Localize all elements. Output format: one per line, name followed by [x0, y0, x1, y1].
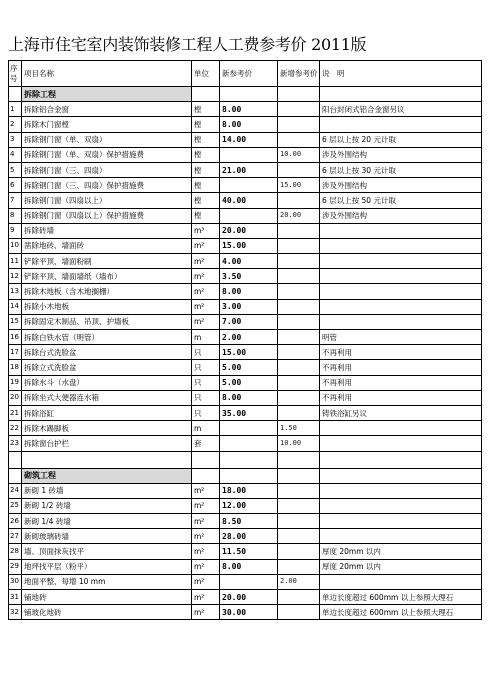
row-note: [320, 421, 482, 436]
row-new-price: [220, 208, 278, 223]
row-note: 明管: [320, 330, 482, 345]
row-unit: 只: [192, 405, 220, 420]
row-note: [320, 483, 482, 498]
row-name: 拆除立式洗脸盆: [22, 360, 192, 375]
row-add-price: 20.00: [278, 208, 320, 223]
row-note: 6 层以上按 30 元计取: [320, 162, 482, 177]
table-row: [9, 269, 482, 284]
row-name: 拆除窗台护栏: [22, 436, 192, 451]
table-row: [9, 299, 482, 314]
row-name: 拆除钢门窗（四扇以上）保护措施费: [22, 208, 192, 223]
row-name: 新砌 1/2 砖墙: [22, 498, 192, 513]
table-row: [9, 590, 482, 605]
row-note: 涉及外围结构: [320, 208, 482, 223]
table-row: [9, 147, 482, 162]
row-add-price: 2.00: [278, 574, 320, 589]
row-add-price: [278, 360, 320, 375]
row-no: 17: [9, 345, 22, 360]
header-name: 项目名称: [22, 61, 192, 87]
section-no-cell: [9, 87, 22, 102]
row-unit: m²: [192, 314, 220, 329]
row-unit: m²: [192, 299, 220, 314]
row-name: 拆除白铁水管（明管）: [22, 330, 192, 345]
row-no: 24: [9, 483, 22, 498]
spacer-row: [9, 451, 482, 468]
row-note: [320, 269, 482, 284]
row-new-price: 2.00: [220, 330, 278, 345]
row-note: 单边长度超过 600mm 以上参照大理石: [320, 605, 482, 620]
row-name: 拆除小木地板: [22, 299, 192, 314]
row-unit: m²: [192, 269, 220, 284]
row-unit: 樘: [192, 193, 220, 208]
spacer-cell: [320, 451, 482, 468]
row-add-price: [278, 514, 320, 529]
row-new-price: 15.00: [220, 238, 278, 253]
table-row: [9, 238, 482, 253]
row-name: 拆除铝合金窗: [22, 102, 192, 117]
row-name: 拆除浴缸: [22, 405, 192, 420]
row-add-price: [278, 375, 320, 390]
row-name: 拆除木踢脚板: [22, 421, 192, 436]
row-name: 铺地砖: [22, 590, 192, 605]
row-unit: 樘: [192, 147, 220, 162]
section-empty-cell: [278, 468, 320, 483]
table-row: [9, 483, 482, 498]
table-row: [9, 117, 482, 132]
row-name: 拆除钢门窗（三、四扇）: [22, 162, 192, 177]
section-no-cell: [9, 468, 22, 483]
row-no: 11: [9, 254, 22, 269]
row-new-price: [220, 178, 278, 193]
spacer-cell: [278, 451, 320, 468]
row-no: 26: [9, 514, 22, 529]
table-row: [9, 405, 482, 420]
row-new-price: 35.00: [220, 405, 278, 420]
row-no: 31: [9, 590, 22, 605]
row-add-price: [278, 345, 320, 360]
row-unit: 樘: [192, 208, 220, 223]
row-new-price: 11.50: [220, 544, 278, 559]
row-unit: m²: [192, 605, 220, 620]
row-unit: 套: [192, 436, 220, 451]
row-note: [320, 238, 482, 253]
row-add-price: [278, 193, 320, 208]
row-unit: m²: [192, 284, 220, 299]
row-unit: 只: [192, 360, 220, 375]
header-new-price: 新参考价: [220, 61, 278, 87]
row-unit: m²: [192, 498, 220, 513]
table-body: [9, 61, 482, 620]
row-unit: m²: [192, 254, 220, 269]
table-row: [9, 223, 482, 238]
row-name: 凿除地砖、墙面砖: [22, 238, 192, 253]
row-no: 12: [9, 269, 22, 284]
row-unit: m²: [192, 559, 220, 574]
row-no: 13: [9, 284, 22, 299]
row-note: 6 层以上按 20 元计取: [320, 132, 482, 147]
table-row: [9, 208, 482, 223]
table-row: [9, 390, 482, 405]
row-add-price: [278, 314, 320, 329]
row-new-price: 5.00: [220, 360, 278, 375]
row-unit: m²: [192, 514, 220, 529]
table-row: [9, 514, 482, 529]
row-no: 32: [9, 605, 22, 620]
row-note: [320, 574, 482, 589]
row-add-price: 1.50: [278, 421, 320, 436]
section-empty-cell: [220, 468, 278, 483]
row-unit: m²: [192, 529, 220, 544]
row-name: 地面平整、每增 10 mm: [22, 574, 192, 589]
row-name: 拆除钢门窗（单、双扇）保护措施费: [22, 147, 192, 162]
row-name: 铲除平顶、墙面墙纸（墙布）: [22, 269, 192, 284]
row-name: 墙、顶面抹灰找平: [22, 544, 192, 559]
row-unit: m²: [192, 238, 220, 253]
row-add-price: [278, 299, 320, 314]
row-name: 拆除钢门窗（四扇以上）: [22, 193, 192, 208]
row-new-price: 8.00: [220, 102, 278, 117]
row-add-price: [278, 284, 320, 299]
row-no: 2: [9, 117, 22, 132]
row-add-price: [278, 605, 320, 620]
row-add-price: 10.00: [278, 147, 320, 162]
section-empty-cell: [192, 87, 220, 102]
section-empty-cell: [320, 468, 482, 483]
table-row: [9, 574, 482, 589]
row-add-price: [278, 390, 320, 405]
row-new-price: [220, 574, 278, 589]
row-no: 29: [9, 559, 22, 574]
row-note: 单边长度超过 600mm 以上参照大理石: [320, 590, 482, 605]
row-note: [320, 284, 482, 299]
row-no: 22: [9, 421, 22, 436]
row-name: 拆除台式洗脸盆: [22, 345, 192, 360]
header-unit: 单位: [192, 61, 220, 87]
row-note: [320, 223, 482, 238]
row-new-price: 12.00: [220, 498, 278, 513]
row-no: 25: [9, 498, 22, 513]
row-new-price: 14.00: [220, 132, 278, 147]
row-no: 3: [9, 132, 22, 147]
row-new-price: 8.50: [220, 514, 278, 529]
row-add-price: [278, 590, 320, 605]
table-row: [9, 421, 482, 436]
section-empty-cell: [278, 87, 320, 102]
row-add-price: [278, 529, 320, 544]
row-no: 1: [9, 102, 22, 117]
section-row: [9, 468, 482, 483]
table-row: [9, 314, 482, 329]
row-no: 21: [9, 405, 22, 420]
table-row: [9, 132, 482, 147]
row-no: 14: [9, 299, 22, 314]
row-new-price: [220, 421, 278, 436]
row-note: 6 层以上按 50 元计取: [320, 193, 482, 208]
row-name: 拆除固定木制品、吊顶、护墙板: [22, 314, 192, 329]
row-new-price: 18.00: [220, 483, 278, 498]
table-row: [9, 529, 482, 544]
row-note: [320, 514, 482, 529]
row-no: 28: [9, 544, 22, 559]
row-no: 4: [9, 147, 22, 162]
row-note: [320, 436, 482, 451]
row-no: 7: [9, 193, 22, 208]
row-add-price: [278, 132, 320, 147]
row-unit: 樘: [192, 162, 220, 177]
row-unit: 樘: [192, 117, 220, 132]
row-new-price: 30.00: [220, 605, 278, 620]
table-row: [9, 375, 482, 390]
row-new-price: 8.00: [220, 117, 278, 132]
row-note: [320, 117, 482, 132]
section-title: 砌筑工程: [22, 468, 192, 483]
section-title: 拆除工程: [22, 87, 192, 102]
row-add-price: 10.00: [278, 436, 320, 451]
row-name: 铲除平顶、墙面粉刷: [22, 254, 192, 269]
table-row: [9, 436, 482, 451]
row-name: 新砌 1 砖墙: [22, 483, 192, 498]
row-name: 铺玻化地砖: [22, 605, 192, 620]
row-no: 30: [9, 574, 22, 589]
row-new-price: 7.00: [220, 314, 278, 329]
row-add-price: [278, 559, 320, 574]
row-no: 15: [9, 314, 22, 329]
table-row: [9, 254, 482, 269]
row-no: 6: [9, 178, 22, 193]
table-row: [9, 498, 482, 513]
row-unit: 樘: [192, 102, 220, 117]
row-new-price: 28.00: [220, 529, 278, 544]
row-new-price: 8.00: [220, 390, 278, 405]
row-new-price: 21.00: [220, 162, 278, 177]
row-name: 新砌玻璃砖墙: [22, 529, 192, 544]
row-note: [320, 314, 482, 329]
row-new-price: [220, 147, 278, 162]
row-add-price: [278, 117, 320, 132]
row-add-price: [278, 483, 320, 498]
row-name: 拆除钢门窗（单、双扇）: [22, 132, 192, 147]
row-note: [320, 299, 482, 314]
row-no: 8: [9, 208, 22, 223]
row-note: 厚度 20mm 以内: [320, 559, 482, 574]
table-row: [9, 284, 482, 299]
row-unit: 樘: [192, 178, 220, 193]
row-name: 拆除砖墙: [22, 223, 192, 238]
row-no: 9: [9, 223, 22, 238]
row-no: 5: [9, 162, 22, 177]
row-no: 27: [9, 529, 22, 544]
table-row: [9, 360, 482, 375]
row-add-price: [278, 254, 320, 269]
row-no: 16: [9, 330, 22, 345]
row-add-price: [278, 162, 320, 177]
row-unit: m²: [192, 590, 220, 605]
row-note: 阳台封闭式铝合金窗另议: [320, 102, 482, 117]
row-unit: m²: [192, 544, 220, 559]
row-no: 18: [9, 360, 22, 375]
row-new-price: 5.00: [220, 375, 278, 390]
row-unit: m²: [192, 574, 220, 589]
row-note: 不再利用: [320, 360, 482, 375]
row-note: 不再利用: [320, 345, 482, 360]
row-new-price: 4.00: [220, 254, 278, 269]
row-add-price: [278, 238, 320, 253]
row-note: 不再利用: [320, 375, 482, 390]
row-add-price: [278, 544, 320, 559]
table-row: [9, 102, 482, 117]
row-add-price: [278, 102, 320, 117]
table-row: [9, 559, 482, 574]
row-new-price: 40.00: [220, 193, 278, 208]
row-new-price: 3.00: [220, 299, 278, 314]
row-note: [320, 254, 482, 269]
row-add-price: [278, 498, 320, 513]
row-name: 拆除木地板（含木地搁栅）: [22, 284, 192, 299]
row-unit: m²: [192, 483, 220, 498]
header-row: [9, 61, 482, 87]
row-add-price: 15.00: [278, 178, 320, 193]
row-name: 拆除木门窗樘: [22, 117, 192, 132]
header-no: 序号: [9, 61, 22, 87]
row-unit: 樘: [192, 132, 220, 147]
table-row: [9, 162, 482, 177]
row-name: 拆除坐式大便器连水箱: [22, 390, 192, 405]
row-add-price: [278, 223, 320, 238]
row-new-price: 8.00: [220, 284, 278, 299]
row-unit: m: [192, 421, 220, 436]
section-empty-cell: [320, 87, 482, 102]
table-row: [9, 330, 482, 345]
row-new-price: 20.00: [220, 223, 278, 238]
section-empty-cell: [220, 87, 278, 102]
row-new-price: 8.00: [220, 559, 278, 574]
row-name: 拆除水斗（水盘）: [22, 375, 192, 390]
row-add-price: [278, 330, 320, 345]
row-add-price: [278, 405, 320, 420]
row-no: 19: [9, 375, 22, 390]
row-no: 23: [9, 436, 22, 451]
row-unit: m: [192, 330, 220, 345]
row-unit: 只: [192, 345, 220, 360]
row-new-price: 15.00: [220, 345, 278, 360]
row-note: [320, 529, 482, 544]
labor-fee-table: [8, 60, 482, 620]
table-row: [9, 193, 482, 208]
section-row: [9, 87, 482, 102]
header-add-price: 新增参考价: [278, 61, 320, 87]
row-name: 新砌 1/4 砖墙: [22, 514, 192, 529]
row-new-price: 20.00: [220, 590, 278, 605]
spacer-cell: [192, 451, 220, 468]
row-no: 10: [9, 238, 22, 253]
row-note: 铸铁浴缸另议: [320, 405, 482, 420]
table-row: [9, 544, 482, 559]
row-add-price: [278, 269, 320, 284]
row-note: [320, 498, 482, 513]
row-no: 20: [9, 390, 22, 405]
row-new-price: 3.50: [220, 269, 278, 284]
spacer-cell: [22, 451, 192, 468]
spacer-cell: [9, 451, 22, 468]
row-note: 不再利用: [320, 390, 482, 405]
row-note: 涉及外围结构: [320, 178, 482, 193]
spacer-cell: [220, 451, 278, 468]
table-row: [9, 345, 482, 360]
header-note: 说 明: [320, 61, 482, 87]
document-title: 上海市住宅室内装饰装修工程人工费参考价 2011版: [8, 35, 367, 54]
row-unit: m³: [192, 223, 220, 238]
section-empty-cell: [192, 468, 220, 483]
row-note: 涉及外围结构: [320, 147, 482, 162]
row-note: 厚度 20mm 以内: [320, 544, 482, 559]
table-row: [9, 605, 482, 620]
row-unit: 只: [192, 375, 220, 390]
table-row: [9, 178, 482, 193]
row-unit: 只: [192, 390, 220, 405]
row-name: 拆除钢门窗（三、四扇）保护措施费: [22, 178, 192, 193]
row-new-price: [220, 436, 278, 451]
row-name: 地坪找平层（粉平）: [22, 559, 192, 574]
